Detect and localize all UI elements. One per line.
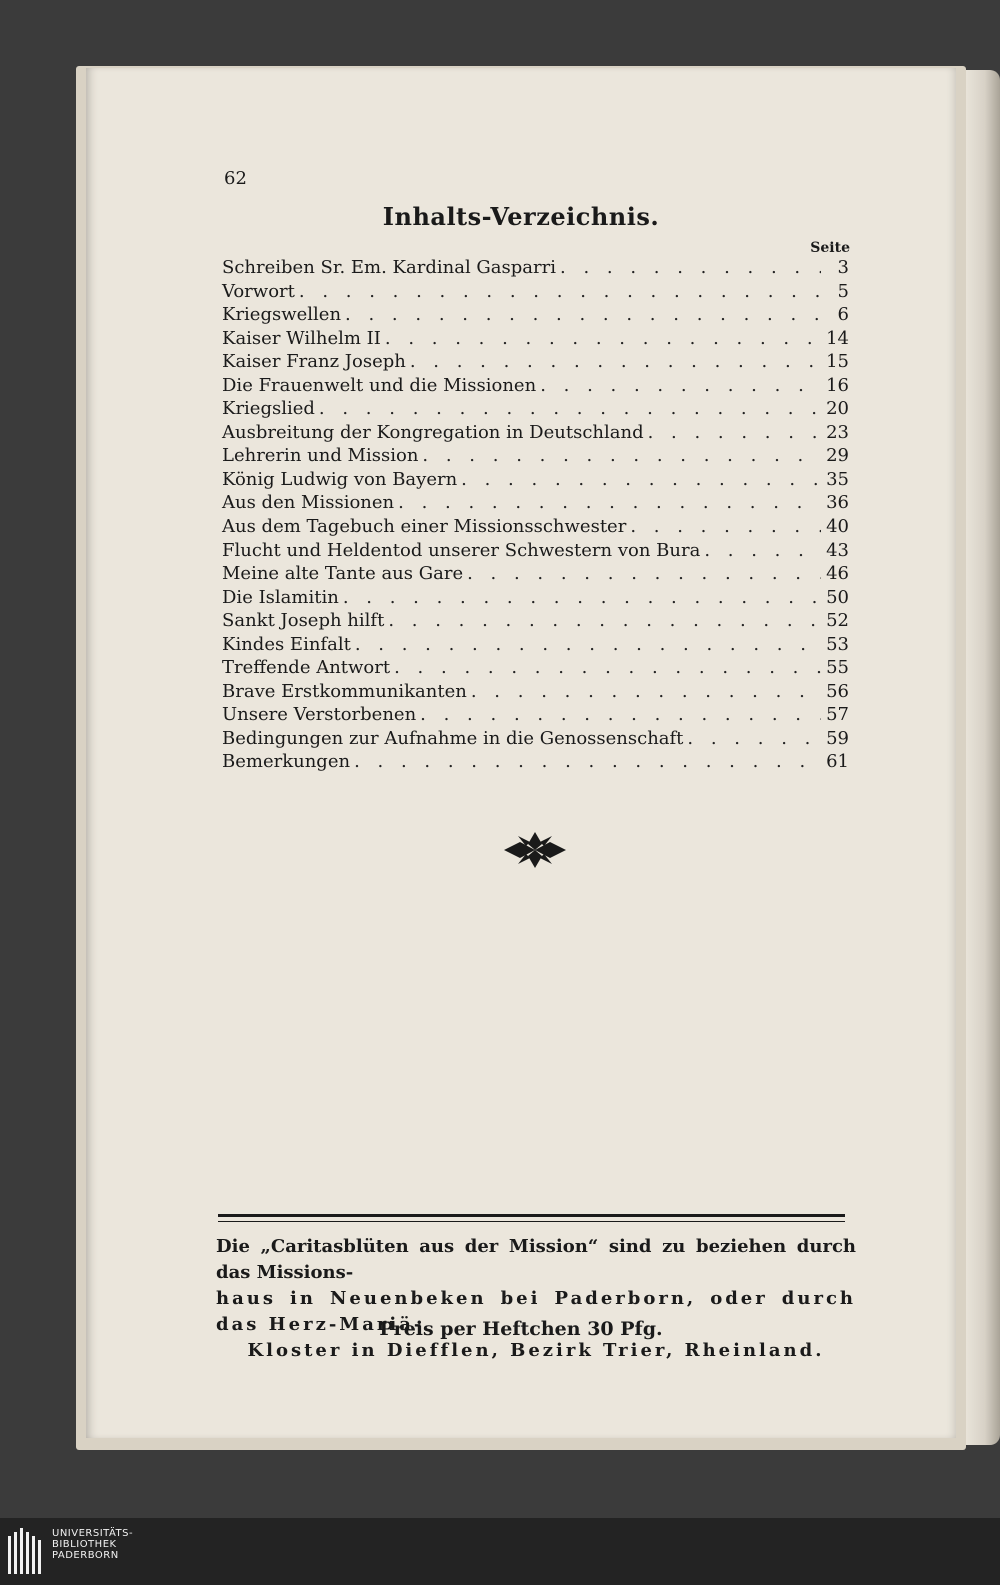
toc-dot-leader [299,280,821,303]
toc-entry [222,539,849,563]
toc-dot-leader [398,491,821,514]
toc-entry-title: König Ludwig von Bayern [222,468,458,490]
toc-entry-page: 35 [826,468,849,490]
seite-column-label: Seite [810,240,850,256]
toc-dot-leader [394,656,821,679]
toc-entry [222,562,849,586]
toc-dot-leader [345,303,821,326]
toc-entry-page: 14 [826,327,849,349]
toc-entry-page: 46 [826,563,849,585]
toc-entry [222,280,849,304]
toc-entry [222,421,849,445]
toc-entry-page: 59 [826,727,849,749]
toc-entry [222,468,849,492]
toc-dot-leader [630,515,821,538]
imprint-line-3: Kloster in Diefflen, Bezirk Trier, Rheinland. [247,1340,825,1361]
toc-entry-title: Die Islamitin [222,586,339,608]
toc-entry-title: Meine alte Tante aus Gare [222,563,464,585]
toc-entry [222,444,849,468]
toc-entry [222,303,849,327]
toc-dot-leader [467,562,821,585]
toc-entry [222,350,849,374]
imprint-line-1: Die „Caritasblüten aus der Mission“ sind zu beziehen durch das Missions- [216,1236,856,1283]
toc-entry [222,609,849,633]
toc-entry-page: 56 [826,680,849,702]
toc-entry-page: 50 [826,586,849,608]
toc-entry [222,680,849,704]
toc-entry-page: 6 [837,304,849,326]
toc-entry [222,327,849,351]
double-rule-thick [218,1214,845,1217]
fleuron-ornament-icon [502,830,568,870]
page-title: Inhalts-Verzeichnis. [382,202,660,231]
toc-dot-leader [343,586,821,609]
toc-dot-leader [422,444,821,467]
toc-entry-page: 16 [826,374,849,396]
toc-entry-title: Bedingungen zur Aufnahme in die Genossenschaft [222,727,684,749]
toc-entry-title: Brave Erstkommunikanten [222,680,467,702]
toc-entry-page: 61 [826,751,849,773]
toc-entry-title: Bemerkungen [222,751,351,773]
toc-entry-title: Unsere Verstorbenen [222,704,417,726]
toc-entry [222,633,849,657]
toc-entry-title: Ausbreitung der Kongregation in Deutschland [222,421,644,443]
toc-entry-title: Aus den Missionen [222,492,395,514]
toc-entry-title: Schreiben Sr. Em. Kardinal Gasparri [222,257,556,278]
toc-entry-page: 40 [826,516,849,538]
toc-entry [222,586,849,610]
toc-entry-title: Flucht und Heldentod unserer Schwestern von Bura [222,539,701,561]
toc-entry-title: Aus dem Tagebuch einer Missionsschwester [222,516,627,538]
page-number: 62 [224,168,247,189]
toc-entry-title: Kriegswellen [222,304,342,326]
book-page [86,68,956,1438]
toc-dot-leader [560,256,821,279]
toc-dot-leader [540,374,821,397]
toc-entry-title: Kaiser Franz Joseph [222,351,406,373]
logo-line-3: PADERBORN [52,1550,119,1561]
toc-entry-page: 43 [826,539,849,561]
toc-entry-title: Kriegslied [222,398,315,420]
toc-entry-page: 52 [826,610,849,632]
toc-entry [222,750,849,774]
logo-line-1: UNIVERSITÄTS- [52,1528,134,1539]
toc-entry [222,515,849,539]
toc-entry-title: Die Frauenwelt und die Missionen [222,374,537,396]
toc-entry [222,397,849,421]
table-of-contents [222,256,849,774]
toc-entry-page: 23 [826,421,849,443]
toc-dot-leader [420,703,821,726]
price-line: Preis per Heftchen 30 Pfg. [379,1318,663,1340]
toc-entry-page: 53 [826,633,849,655]
toc-entry [222,374,849,398]
toc-dot-leader [354,750,821,773]
library-logo-text [52,1528,133,1561]
toc-entry [222,491,849,515]
toc-dot-leader [704,539,821,562]
toc-dot-leader [355,633,821,656]
library-logo-icon [8,1528,44,1574]
toc-entry-title: Lehrerin und Mission [222,445,419,467]
imprint-line-2: haus in Neuenbeken bei Paderborn, oder durch das Herz-Mariä- [216,1288,856,1335]
double-rule-thin [218,1221,845,1222]
imprint-note [216,1234,856,1364]
toc-entry-page: 3 [837,257,849,278]
toc-entry [222,256,849,280]
toc-dot-leader [385,327,821,350]
logo-line-2: BIBLIOTHEK [52,1539,117,1550]
toc-entry-title: Vorwort [222,280,295,302]
toc-entry-page: 20 [826,398,849,420]
toc-entry-title: Kindes Einfalt [222,633,351,655]
toc-entry-title: Sankt Joseph hilft [222,610,385,632]
library-footer-bar [0,1518,1000,1585]
toc-dot-leader [687,727,821,750]
toc-entry-page: 15 [826,351,849,373]
toc-dot-leader [410,350,821,373]
toc-entry-page: 5 [837,280,849,302]
toc-entry-title: Treffende Antwort [222,657,391,679]
toc-dot-leader [388,609,821,632]
toc-entry [222,703,849,727]
toc-entry [222,656,849,680]
toc-dot-leader [471,680,821,703]
toc-entry-page: 57 [826,704,849,726]
toc-entry-page: 29 [826,445,849,467]
toc-dot-leader [648,421,821,444]
toc-entry [222,727,849,751]
toc-entry-page: 55 [826,657,849,679]
toc-dot-leader [319,397,821,420]
toc-dot-leader [461,468,821,491]
toc-entry-page: 36 [826,492,849,514]
toc-entry-title: Kaiser Wilhelm II [222,327,381,349]
